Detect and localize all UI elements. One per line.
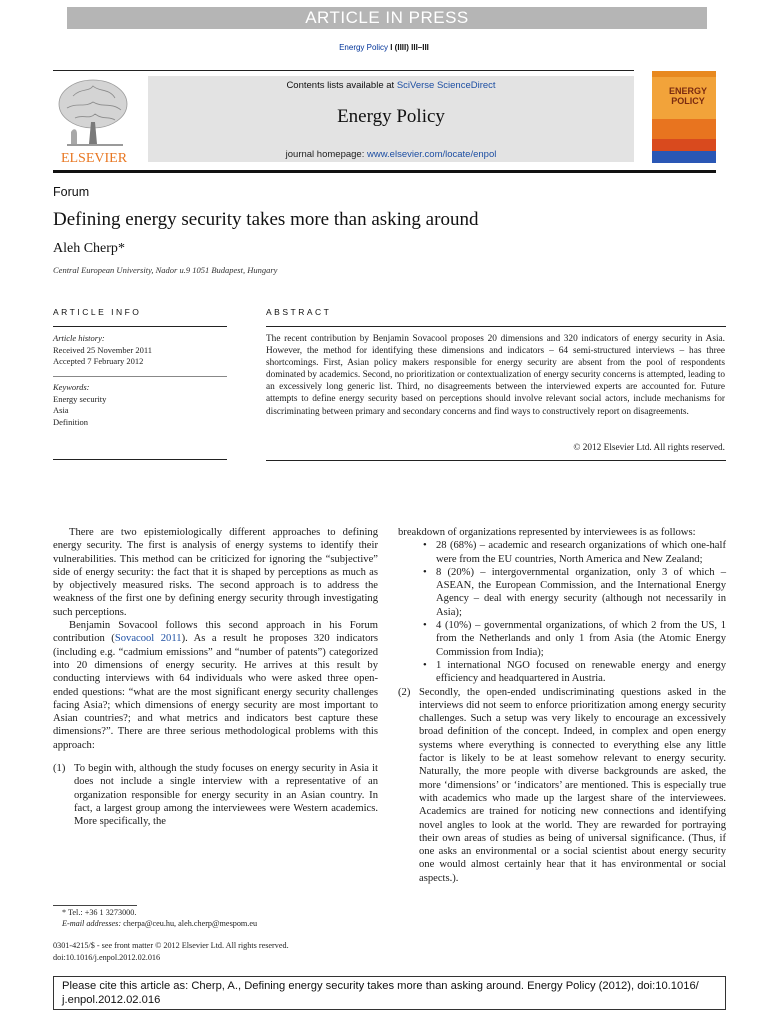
footnote-rule bbox=[53, 905, 137, 906]
breakdown-intro: breakdown of organizations represented by interviewees is as follows: bbox=[398, 527, 696, 538]
abstract-copyright: © 2012 Elsevier Ltd. All rights reserved. bbox=[573, 443, 725, 453]
bullet-item bbox=[398, 659, 726, 686]
article-history bbox=[53, 333, 223, 368]
bullet-dot-icon: • bbox=[423, 566, 427, 578]
keyword-item: Definition bbox=[53, 416, 88, 427]
bullet-item bbox=[398, 539, 726, 566]
article-in-press-banner bbox=[67, 7, 707, 29]
numbered-point-2-label: (2) bbox=[398, 686, 411, 698]
bullet-dot-icon: • bbox=[423, 659, 427, 671]
masthead-top-rule bbox=[53, 70, 634, 71]
keywords-block bbox=[53, 382, 223, 428]
elsevier-logo-text: ELSEVIER bbox=[60, 151, 128, 166]
author-footnote-mark[interactable]: * bbox=[117, 241, 125, 256]
elsevier-tree-logo bbox=[53, 74, 135, 166]
running-head-journal: Energy Policy bbox=[339, 43, 388, 52]
numbered-point-1-label: (1) bbox=[53, 763, 66, 775]
numbered-point-2 bbox=[398, 686, 726, 885]
please-cite-box: Please cite this article as: Cherp, A., Defining energy security takes more than asking around. Energy Policy (2012), doi:10.1016/ j.enpol.2012.02.016 bbox=[53, 976, 726, 1010]
footnote-telephone: * Tel.: +36 1 3273000. bbox=[62, 908, 137, 917]
section-label: Forum bbox=[53, 185, 90, 199]
issn-line: 0301-4215/$ - see front matter © 2012 Elsevier Ltd. All rights reserved. bbox=[53, 941, 289, 950]
article-title: Defining energy security takes more than asking around bbox=[53, 209, 479, 230]
p2-text-after: ). As a result he proposes 320 indicators (including e.g. “cadmium emissions” and “number of patents”) categorized into 20 dimensions of energy security. He arrives at this result by conducting interviews with 64 individuals who were asked three open-ended questions: “what are the most significant energy security challenges facing Asia?; which dimensions of energy security are most important to Asian countries?; and what metrics and indicators best capture these dimensions?”. There are three serious methodological problems with this approach: bbox=[53, 633, 379, 751]
p2-text-before: Benjamin Sovacool follows this second approach in his Forum contribution ( bbox=[53, 620, 378, 645]
bullet-text: 1 international NGO focused on renewable energy and energy efficiency and headquartered in Austria. bbox=[436, 659, 726, 685]
contents-availability-line bbox=[148, 80, 634, 91]
body-left-column bbox=[53, 526, 378, 829]
footnote-email bbox=[62, 919, 257, 928]
article-info-bottom-rule bbox=[53, 459, 227, 460]
abstract-bottom-rule bbox=[266, 460, 726, 461]
body-right-column bbox=[398, 526, 726, 885]
sciencedirect-link[interactable]: SciVerse ScienceDirect bbox=[396, 80, 496, 91]
article-info-rule bbox=[53, 326, 227, 327]
contents-prefix: Contents lists available at bbox=[286, 80, 397, 91]
doi-line[interactable]: doi:10.1016/j.enpol.2012.02.016 bbox=[53, 953, 161, 962]
abstract-text: The recent contribution by Benjamin Sovacool proposes 20 dimensions and 320 indicators of energy security in Asia. However, the method for identifying these dimensions and indicators – 64 semi-structured interviews – has three shortcomings. First, Asian policy makers responsible for energy security are absent from the pool of respondents dominated by academics. Second, no prioritization or contextualization of energy security concerns is attempted, leading to an excessively long generic list. Third, no disagreements between the interviewed experts are accounted for. Future attempts to define energy security based on perceptions should involve relevant social actors, include mechanisms for discriminating between primary and secondary concerns and find ways to constructively report on disagreements. bbox=[266, 334, 725, 417]
bullet-item bbox=[398, 619, 726, 659]
article-in-press-text: ARTICLE IN PRESS bbox=[305, 8, 469, 27]
numbered-point-1-text: To begin with, although the study focuses on energy security in Asia it does not include a single interview with a representative of an organization responsible for energy security in an Asian country. In fact, a largest group among the interviewees were Western academics. More specifically, the bbox=[74, 763, 378, 828]
keywords-label: Keywords: bbox=[53, 382, 90, 392]
author-name: Aleh Cherp bbox=[53, 241, 118, 256]
bullet-text: 4 (10%) – governmental organizations, of which 2 from the US, 1 from the Netherlands and only 1 from Asia (the Atomic Energy Commission from India); bbox=[436, 620, 726, 658]
journal-masthead bbox=[148, 76, 634, 162]
email-label: E-mail addresses: bbox=[62, 919, 122, 928]
author-line bbox=[53, 241, 125, 257]
bullet-dot-icon: • bbox=[423, 620, 427, 632]
abstract-heading: ABSTRACT bbox=[266, 307, 332, 317]
keyword-item: Asia bbox=[53, 405, 69, 415]
article-info-heading: ARTICLE INFO bbox=[53, 307, 142, 317]
running-head-citation bbox=[0, 43, 768, 52]
numbered-point-2-text: Secondly, the open-ended undiscriminating questions asked in the interviews did not seem to enforce prioritization among energy security challenges. Such a setup was very likely to encourage an excessively broad definition of the concept. Indeed, in complex and open energy systems where everything is connected to everything else any little factor is likely to be at least somehow relevant to energy security. Naturally, the more people with diverse backgrounds are asked, the more ‘dimensions’ or ‘indicators’ are mentioned. This is especially true with academics who made up the largest share of the interviewees. Academics are trained for noticing new connections and identifying novel angles to look at the world. They are rewarded for portraying their own areas of studies as being of universal significance. (Thus, if one asks an environmental or a social scientist about energy security one would almost certainly hear that it has environmental or social aspects.). bbox=[419, 686, 726, 884]
running-head-volume: I (IIII) III–III bbox=[390, 43, 429, 52]
numbered-point-1 bbox=[53, 762, 378, 828]
cover-title-line1: ENERGY bbox=[668, 86, 708, 96]
homepage-prefix: journal homepage: bbox=[285, 149, 367, 160]
abstract-top-rule bbox=[266, 326, 726, 327]
cover-title-line2: POLICY bbox=[671, 96, 705, 106]
body-paragraph-2 bbox=[53, 619, 378, 752]
email-addresses[interactable]: cherpa@ceu.hu, aleh.cherp@mespom.eu bbox=[123, 919, 258, 928]
history-label: Article history: bbox=[53, 333, 105, 343]
keyword-item: Energy security bbox=[53, 393, 107, 404]
bullet-text: 28 (68%) – academic and research organizations of which one-half were from the EU countries, North America and New Zealand; bbox=[436, 540, 726, 565]
journal-homepage-line bbox=[148, 149, 634, 160]
journal-homepage-link[interactable]: www.elsevier.com/locate/enpol bbox=[366, 149, 497, 160]
bullet-dot-icon: • bbox=[423, 540, 427, 552]
journal-title: Energy Policy bbox=[337, 106, 445, 127]
accepted-date: Accepted 7 February 2012 bbox=[53, 356, 144, 366]
journal-cover-thumbnail bbox=[652, 71, 716, 163]
article-info-divider bbox=[53, 376, 227, 377]
received-date: Received 25 November 2011 bbox=[53, 344, 153, 355]
author-affiliation: Central European University, Nador u.9 1051 Budapest, Hungary bbox=[53, 265, 278, 275]
body-paragraph-1: There are two epistemiologically different approaches to defining energy security. The first is analysis of energy systems to identify their vulnerabilities. This method can be criticized for ignoring the “subjective” side of energy security: the fact that it is shaped by perceptions as much as by objectively measured risks. The second approach is to address the weakness of the first one by defining energy security through investigating such perceptions. bbox=[53, 527, 378, 618]
masthead-bottom-rule bbox=[53, 170, 716, 173]
bullet-text: 8 (20%) – intergovernmental organization, only 3 of which – ASEAN, the European Commission, and the International Energy Agency – deal with energy security (although not necessarily in Asia); bbox=[436, 566, 726, 618]
bullet-item bbox=[398, 566, 726, 619]
sovacool-2011-citation-link[interactable]: Sovacool 2011 bbox=[114, 633, 182, 645]
